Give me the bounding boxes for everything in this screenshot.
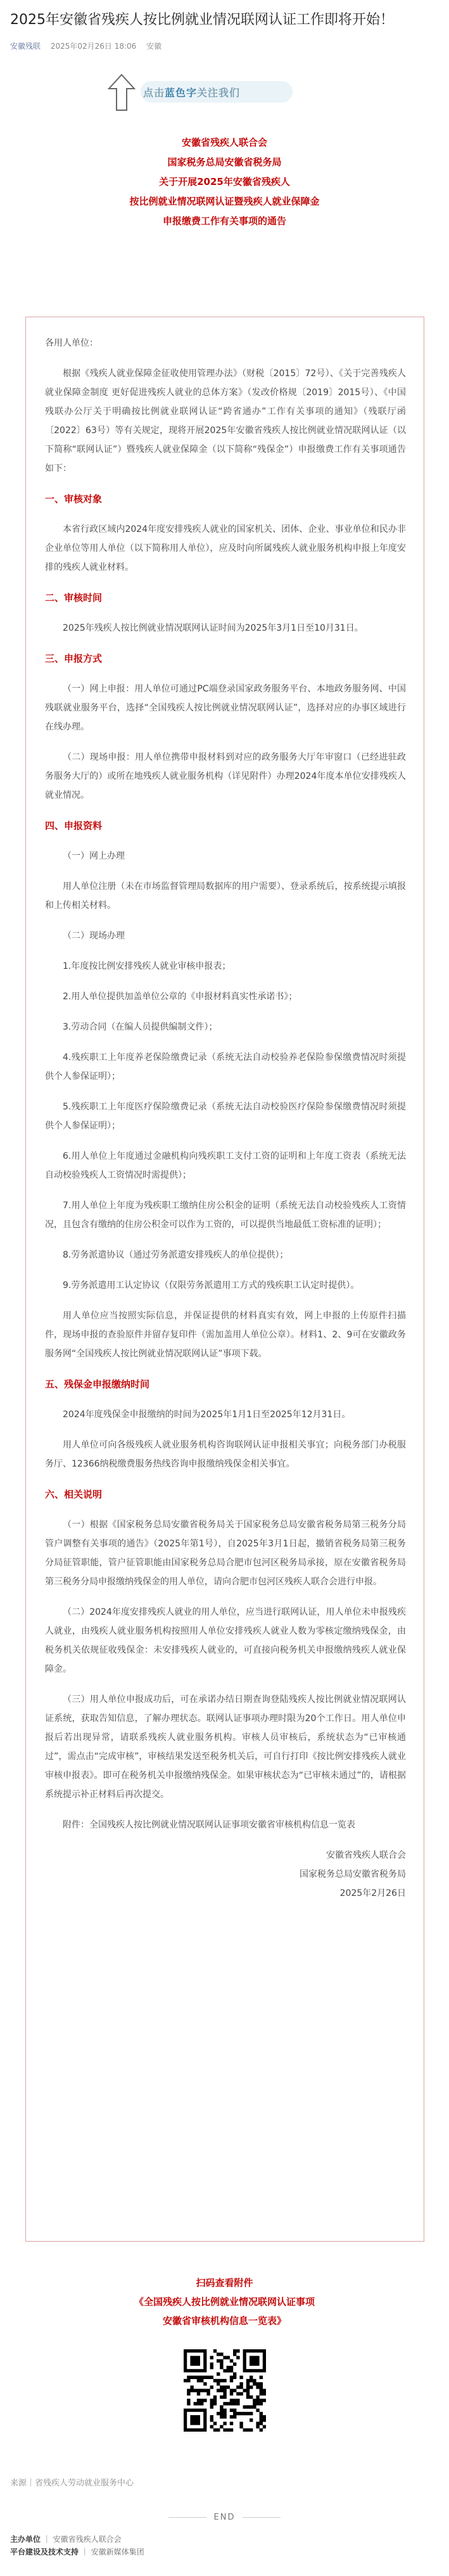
signature-line: 国家税务总局安徽省税务局 [300,1869,406,1879]
section-text: 用人单位注册（未在市场监督管理局数据库的用户需要）、登录系统后，按系统提示填报和上传相关材料。 [45,881,406,911]
article-source-link[interactable]: 安徽残联 [10,42,41,51]
signature-date: 2025年2月26日 [339,1888,406,1898]
credits [10,2533,441,2558]
section-text: 2025年残疾人按比例就业情况联网认证时间为2025年3月1日至10月31日。 [63,623,364,633]
up-arrow-icon [108,73,136,111]
notice-body [45,334,406,1903]
list-item: 2.用人单位提供加盖单位公章的《申报材料真实性承诺书》； [63,992,298,1002]
section-title: 六、相关说明 [45,1489,103,1500]
signature-line: 安徽省残疾人联合会 [326,1850,406,1860]
attachment-note: 附件：全国残疾人按比例就业情况联网认证事项安徽省审核机构信息一览表 [63,1820,355,1830]
host-line: 主办单位 ｜ 安徽省残疾人联合会 [10,2535,122,2544]
section-title: 五、残保金申报缴纳时间 [45,1379,150,1390]
section-text: （三）用人单位申报成功后，可在承诺办结日期查询登陆残疾人按比例就业情况联网认证系统，获取告知信息，了解办理状态。联网认证事项办理时限为20个工作日。用人单位申报后若出现异常，请联系残疾人就业服务机构。审核人员审核后，系统状态为“已审核通过”，需点击“完成审核”，审核结果发送至税务机关后，可自行打印《按比例安排残疾人就业审核申报表》。即可在税务机关申报缴纳残保金。如果审核状态为“已审核未通过”的，请根据系统提示补正材料后再次提交。 [45,1695,406,1800]
section-text: 用人单位可向各级残疾人就业服务机构咨询联网认证申报相关事宜；向税务部门办税服务厅、12366纳税缴费服务热线咨询申报缴纳残保金相关事宜。 [45,1440,406,1469]
section-text: 2024年度残保金申报缴纳的时间为2025年1月1日至2025年12月31日。 [63,1410,351,1420]
list-item: 7.用人单位上年度为残疾职工缴纳住房公积金的证明（系统无法自动校验残疾人工资情况，且包含有缴纳的住房公积金可以作为工资的，可以提供当地最低工资标准的证明）； [45,1201,406,1230]
article-meta [10,41,161,51]
end-marker: END [0,2513,449,2522]
list-item: 6.用人单位上年度通过金融机构向残疾职工支付工资的证明和上年度工资表（系统无法自动校验残疾人工资情况时需提供）； [45,1151,406,1180]
subsection-title: （一）网上办理 [63,851,125,861]
notice-heading: 安徽省残疾人联合会 国家税务总局安徽省税务局 关于开展2025年安徽省残疾人 按比例就业情况联网认证暨残疾人就业保障金 申报缴费工作有关事项的通告 [129,137,320,227]
list-item: 9.劳务派遣用工认定协议（仅限劳务派遣用工方式的残疾职工认定时提供）。 [63,1280,360,1291]
section-title: 一、审核对象 [45,493,103,505]
subsection-title: （二）现场办理 [63,931,125,941]
section-text: 本省行政区域内2024年度安排残疾人就业的国家机关、团体、企业、事业单位和民办非企业单位等用人单位（以下简称用人单位），应及时向所属残疾人就业服务机构申报上年度安排的残疾人就业材料。 [45,524,406,572]
section-title: 三、申报方式 [45,653,103,664]
section-title: 二、审核时间 [45,592,103,603]
article-date: 2025年02月26日 18:06 [50,42,137,51]
follow-prompt: 点击蓝色字关注我们 [143,87,241,99]
section-title: 四、申报资料 [45,820,103,831]
build-line: 平台建设及技术支持 ｜ 安徽新媒体集团 [10,2548,144,2556]
list-item: 5.残疾职工上年度医疗保险缴费记录（系统无法自动校验医疗保险参保缴费情况时须提供个人参保证明）； [45,1102,406,1131]
list-item: 8.劳务派遣协议（通过劳务派遣安排残疾人的单位提供）； [63,1250,289,1260]
source-credit: 来源｜省残疾人劳动就业服务中心 [10,2478,134,2488]
notice-card [25,317,424,2242]
list-item: 1.年度按比例安排残疾人就业审核申报表； [63,961,231,971]
list-item: 3.劳动合同（在编人员提供编制文件）； [63,1022,218,1032]
article-title: 2025年安徽省残疾人按比例就业情况联网认证工作即将开始！ [10,12,394,28]
section-text: （二）2024年度安排残疾人就业的用人单位，应当进行联网认证，用人单位未申报残疾人就业，由残疾人就业服务机构按照用人单位安排残疾人就业人数为零核定缴纳残保金，由税务机关依规征收残保金：未安排残疾人就业的，可直接向税务机关申报缴纳残疾人就业保障金。 [45,1607,406,1674]
attachment-prompt: 扫码查看附件 《全国残疾人按比例就业情况联网认证事项 安徽省审核机构信息一览表》 [134,2277,315,2327]
intro-paragraph: 根据《残疾人就业保障金征收使用管理办法》（财税〔2015〕72号）、《关于完善残疾人就业保障金制度 更好促进残疾人就业的总体方案》（发改价格规〔2019〕2015号）、《中国残联办公厅关于明确按比例就业联网认证“跨省通办”工作有关事项的通知》（残联厅函〔2022〕63号）等有关规定，现将开展2025年安徽省残疾人按比例就业情况联网认证（以下简称“联网认证”）暨残疾人就业保障金（以下简称“残保金”）申报缴费工作有关事项通告如下： [45,369,406,474]
section-text: 用人单位应当按照实际信息，并保证提供的材料真实有效，网上申报的上传原件扫描件，现场申报的查验原件并留存复印件（需加盖用人单位公章）。材料1、2、9可在安徽政务服务网“全国残疾人按比例就业情况联网认证”事项下载。 [45,1311,406,1359]
blue-text-highlight: 蓝色字 [165,87,198,99]
section-text: （一）根据《国家税务总局安徽省税务局关于国家税务总局安徽省税务局第三税务分局管户调整有关事项的通告》（2025年第1号），自2025年3月1日起，撤销省税务局第三税务分局征管职能，管户征管职能由国家税务总局合肥市包河区税务局承接，原在安徽省税务局第三税务分局申报缴纳残保金的用人单位，请向合肥市包河区残疾人联合会进行申报。 [45,1520,406,1587]
article-location: 安徽 [146,42,162,51]
section-text: （二）现场申报：用人单位携带申报材料到对应的政务服务大厅年审窗口（已经进驻政务服务大厅的）或所在地残疾人就业服务机构（详见附件）办理2024年度本单位安排残疾人就业情况。 [45,752,406,800]
section-text: （一）网上申报：用人单位可通过PC端登录国家政务服务平台、本地政务服务网、中国残联就业服务平台，选择“全国残疾人按比例就业情况联网认证”，选择对应的办事区域进行在线办理。 [45,684,406,732]
qr-code-icon[interactable] [184,2349,266,2432]
follow-banner[interactable] [108,70,348,120]
greeting: 各用人单位： [45,338,98,348]
list-item: 4.残疾职工上年度养老保险缴费记录（系统无法自动校验养老保险参保缴费情况时须提供个人参保证明）； [45,1052,406,1082]
